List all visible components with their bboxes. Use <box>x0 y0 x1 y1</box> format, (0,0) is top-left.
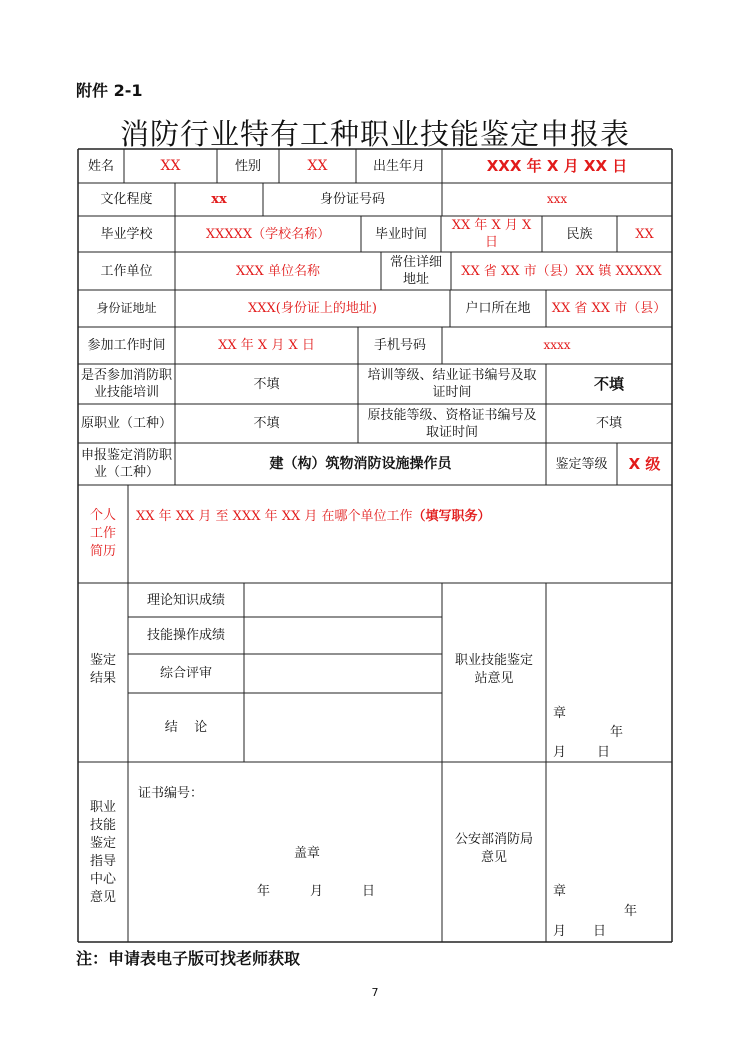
resume-label: 个人工作简历 <box>89 508 116 559</box>
id-address-value[interactable]: XXX(身份证上的地址) <box>248 301 377 316</box>
training-label: 是否参加消防职业技能培训 <box>80 368 172 400</box>
gender-value[interactable]: XX <box>307 157 328 174</box>
training-cert-value[interactable]: 不填 <box>593 374 624 393</box>
station-opinion-label: 职业技能鉴定站意见 <box>454 653 533 686</box>
level-label: 鉴定等级 <box>555 456 608 472</box>
phone-value[interactable]: xxxx <box>543 338 571 352</box>
graduation-value[interactable]: XX 年 X 月 X 日 <box>451 218 532 250</box>
employer-label: 工作单位 <box>100 263 153 279</box>
apply-occupation-value[interactable]: 建（构）筑物消防设施操作员 <box>269 455 452 472</box>
graduation-label: 毕业时间 <box>374 226 427 242</box>
employer-value[interactable]: XXX 单位名称 <box>236 263 320 279</box>
training-cert-label: 培训等级、结业证书编号及取证时间 <box>367 368 537 400</box>
training-value[interactable]: 不填 <box>253 376 280 392</box>
center-day: 日 <box>362 884 376 899</box>
police-month: 月 <box>553 924 567 939</box>
original-cert-value[interactable]: 不填 <box>595 416 622 431</box>
address-label: 常住详细地址 <box>389 255 442 287</box>
school-label: 毕业学校 <box>100 226 153 242</box>
ethnicity-label: 民族 <box>566 226 593 242</box>
hukou-label: 户口所在地 <box>465 301 531 316</box>
name-label: 姓名 <box>87 158 114 174</box>
overall-review-value[interactable] <box>244 654 442 693</box>
original-occupation-label: 原职业（工种） <box>81 416 173 431</box>
certificate-number-label: 证书编号： <box>138 786 204 801</box>
id-number-label: 身份证号码 <box>319 192 385 207</box>
apply-occupation-label: 申报鉴定消防职业（工种） <box>80 448 172 480</box>
conclusion-label: 结 论 <box>164 720 208 735</box>
center-stamp: 盖章 <box>294 846 321 861</box>
form-title: 消防行业特有工种职业技能鉴定申报表 <box>119 117 630 151</box>
address-value[interactable]: XX 省 XX 市（县）XX 镇 XXXXX <box>461 263 662 279</box>
name-value[interactable]: XX <box>160 157 181 174</box>
hukou-value[interactable]: XX 省 XX 市（县） <box>551 301 667 316</box>
start-work-value[interactable]: XX 年 X 月 X 日 <box>218 338 315 353</box>
result-label: 鉴定结果 <box>89 653 116 686</box>
start-work-label: 参加工作时间 <box>87 338 166 353</box>
ethnicity-value[interactable]: XX <box>635 226 654 242</box>
center-opinion-label: 职业技能鉴定指导中心意见 <box>89 800 116 905</box>
gender-label: 性别 <box>234 158 261 174</box>
center-month: 月 <box>310 884 324 899</box>
station-seal: 章 <box>553 706 567 721</box>
level-value[interactable]: X 级 <box>628 454 661 473</box>
skill-score-label: 技能操作成绩 <box>146 628 225 643</box>
center-year: 年 <box>257 884 271 899</box>
birth-value[interactable]: XXX 年 X 月 XX 日 <box>486 156 628 175</box>
resume-text-bold: （填写职务） <box>412 509 491 524</box>
overall-review-label: 综合评审 <box>159 666 212 681</box>
skill-score-value[interactable] <box>244 617 442 654</box>
theory-score-label: 理论知识成绩 <box>146 592 225 608</box>
station-day: 日 <box>597 745 611 760</box>
police-year: 年 <box>624 904 638 919</box>
id-address-label: 身份证地址 <box>96 301 157 315</box>
phone-label: 手机号码 <box>373 338 426 353</box>
education-label: 文化程度 <box>100 192 153 207</box>
theory-score-value[interactable] <box>244 583 442 617</box>
police-opinion-label: 公安部消防局意见 <box>454 832 533 865</box>
education-value[interactable]: xx <box>211 192 227 207</box>
attachment-label: 附件 2-1 <box>76 81 143 100</box>
birth-label: 出生年月 <box>372 158 425 174</box>
resume-text[interactable] <box>136 505 491 524</box>
page-number: 7 <box>371 986 379 999</box>
station-month: 月 <box>553 745 567 760</box>
original-cert-label: 原技能等级、资格证书编号及取证时间 <box>367 407 537 440</box>
footer-note: 注：申请表电子版可找老师获取 <box>76 949 301 968</box>
conclusion-value[interactable] <box>244 693 442 762</box>
police-seal: 章 <box>553 884 567 899</box>
original-occupation-value[interactable]: 不填 <box>253 416 280 431</box>
school-value[interactable]: XXXXX（学校名称） <box>205 226 331 242</box>
resume-text-plain: XX 年 XX 月 至 XXX 年 XX 月 在哪个单位工作 <box>136 509 413 524</box>
police-day: 日 <box>593 924 607 939</box>
station-year: 年 <box>610 725 624 740</box>
id-number-value[interactable]: xxx <box>546 192 568 206</box>
